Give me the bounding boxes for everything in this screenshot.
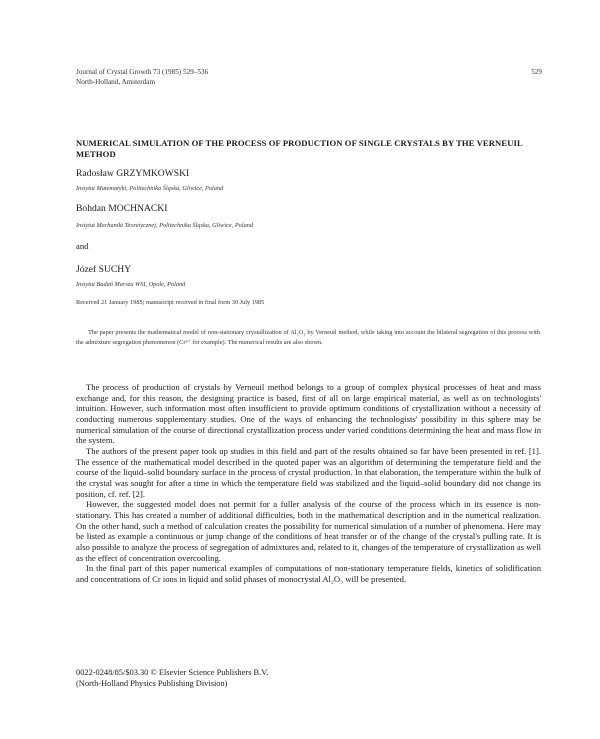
paper-title: NUMERICAL SIMULATION OF THE PROCESS OF PRODUCTION OF SINGLE CRYSTALS BY THE VERNEUIL METHOD — [76, 138, 523, 159]
body-paragraph-2: The authors of the present paper took up studies in this field and part of the results obtained so far have been presented in ref. [1]. The essence of the mathematical model described in the quoted paper was an algorithm of determining the temperature field and the course of the liquid–solid boundary surface in the process of crystal production. In that elaboration, the temperature within the bulk of the crystal was sought for after a time in which the temperature field was stabilized and the liquid–solid boundary did not change its position, cf. ref. [2]. — [76, 445, 541, 499]
journal-citation — [76, 68, 208, 87]
author-name-2: Bohdan MOCHNACKI — [76, 203, 168, 214]
copyright-line: 0022-0248/85/$03.30 © Elsevier Science Publishers B.V. — [76, 668, 269, 677]
body-text — [76, 382, 541, 584]
journal-citation-line-2: North-Holland, Amsterdam — [76, 77, 156, 86]
page-number: 529 — [531, 68, 542, 76]
publisher-division: (North-Holland Physics Publishing Division) — [76, 678, 228, 688]
author-affiliation-2: Instytut Mechaniki Teoretycznej, Politechnika Śląska, Gliwice, Poland — [76, 222, 254, 229]
journal-citation-line-1: Journal of Crystal Growth 73 (1985) 529–536 — [76, 68, 209, 76]
received-date: Received 21 January 1985; manuscript received in final form 30 July 1985 — [76, 299, 265, 306]
body-paragraph-3: However, the suggested model does not permit for a fuller analysis of the course of the process which in its essence is non-stationary. This has created a number of additional difficulties, both in the mathematical description and in the numerical realization. On the other hand, such a method of calculation creates the possibility for numerical simulation of a number of phenomena. Here may be listed as example a continuous or jump change of the conditions of heat transfer or of the change of the crystal's pulling rate. It is also possible to analyze the process of segregation of admixtures and, related to it, changes of the temperature of crystallization as well as the effect of concentration overcooling. — [76, 499, 541, 563]
author-name-3: Józef SUCHY — [76, 264, 132, 275]
author-affiliation-3: Instytut Badań Marszu WSI, Opole, Poland — [76, 281, 186, 288]
author-name-1: Radosław GRZYMKOWSKI — [76, 168, 190, 179]
body-paragraph-4: In the final part of this paper numerical examples of computations of non-stationary temperature fields, kinetics of solidification and concentrations of Cr ions in liquid and solid phases of monocrystal Al₂O₃ will be presented. — [76, 563, 541, 584]
publisher-footer — [76, 668, 268, 690]
author-affiliation-1: Instytut Matematyki, Politechnika Śląska, Gliwice, Poland — [76, 185, 224, 192]
abstract: The paper presents the mathematical model of non-stationary crystallization of Al₂O₃ by Verneuil method, while taking into account the bilateral segregation of this process with the admixture segregation phenomenon (Cr³⁺ for example). The numerical results are also shown. — [76, 329, 540, 346]
body-paragraph-1: The process of production of crystals by Verneuil method belongs to a group of complex physical processes of heat and mass exchange and, for this reason, the designing practice is based, first of all on large empirical material, as well as on technologists' intuition. However, such information most often insufficient to provide optimum conditions of crystallization without a necessity of conducting numerous supplementary studies. One of the ways of enhancing the technologists' possibility in this sphere may be numerical simulation of the course of directional crystallization process under varied conditions determining the heat and mass flow in the system. — [76, 382, 541, 446]
and-separator: and — [76, 241, 89, 251]
